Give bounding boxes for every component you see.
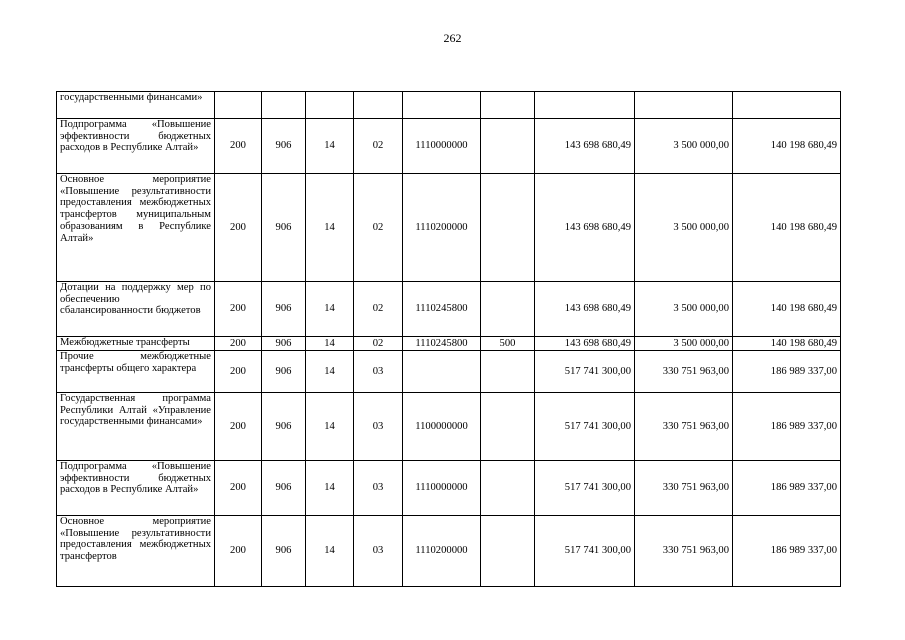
budget-table xyxy=(56,91,841,587)
row-name: Подпрограмма «Повышение эффективности бюджетных расходов в Республике Алтай» xyxy=(57,461,215,516)
page-number: 262 xyxy=(443,31,462,45)
row-section xyxy=(306,92,354,119)
row-section: 14 xyxy=(306,119,354,174)
row-amount: 517 741 300,00 xyxy=(535,393,635,461)
row-target: 1110000000 xyxy=(403,119,481,174)
row-reduction: 330 751 963,00 xyxy=(635,516,733,587)
row-total: 140 198 680,49 xyxy=(733,337,841,351)
table-row xyxy=(57,461,841,516)
row-lead xyxy=(215,92,262,119)
row-total: 140 198 680,49 xyxy=(733,282,841,337)
row-code: 906 xyxy=(262,337,306,351)
row-amount xyxy=(535,92,635,119)
row-amount: 143 698 680,49 xyxy=(535,174,635,282)
row-target xyxy=(403,92,481,119)
table-row xyxy=(57,516,841,587)
row-type xyxy=(481,282,535,337)
row-amount: 517 741 300,00 xyxy=(535,351,635,393)
row-section: 14 xyxy=(306,461,354,516)
row-reduction: 3 500 000,00 xyxy=(635,337,733,351)
row-lead: 200 xyxy=(215,461,262,516)
row-lead: 200 xyxy=(215,119,262,174)
row-total: 140 198 680,49 xyxy=(733,119,841,174)
row-lead: 200 xyxy=(215,174,262,282)
row-type xyxy=(481,393,535,461)
row-total xyxy=(733,92,841,119)
row-reduction: 330 751 963,00 xyxy=(635,393,733,461)
row-section: 14 xyxy=(306,351,354,393)
row-section: 14 xyxy=(306,516,354,587)
row-subsection: 02 xyxy=(354,337,403,351)
row-target: 1110200000 xyxy=(403,516,481,587)
row-subsection: 02 xyxy=(354,119,403,174)
row-target: 1110000000 xyxy=(403,461,481,516)
row-name: Подпрограмма «Повышение эффективности бюджетных расходов в Республике Алтай» xyxy=(57,119,215,174)
table-row xyxy=(57,351,841,393)
row-name: Основное мероприятие «Повышение результативности предоставления межбюджетных трансфертов муниципальным образованиям в Республике Алтай» xyxy=(57,174,215,282)
row-section: 14 xyxy=(306,337,354,351)
row-target xyxy=(403,351,481,393)
row-name: государственными финансами» xyxy=(57,92,215,119)
row-reduction: 3 500 000,00 xyxy=(635,282,733,337)
table-row xyxy=(57,119,841,174)
row-code: 906 xyxy=(262,516,306,587)
row-section: 14 xyxy=(306,393,354,461)
row-section: 14 xyxy=(306,282,354,337)
row-lead: 200 xyxy=(215,282,262,337)
row-code: 906 xyxy=(262,393,306,461)
row-amount: 517 741 300,00 xyxy=(535,461,635,516)
row-reduction: 3 500 000,00 xyxy=(635,119,733,174)
row-lead: 200 xyxy=(215,516,262,587)
row-type: 500 xyxy=(481,337,535,351)
row-lead: 200 xyxy=(215,337,262,351)
row-total: 140 198 680,49 xyxy=(733,174,841,282)
row-total: 186 989 337,00 xyxy=(733,516,841,587)
row-type xyxy=(481,174,535,282)
row-reduction: 3 500 000,00 xyxy=(635,174,733,282)
row-target: 1110245800 xyxy=(403,282,481,337)
row-type xyxy=(481,351,535,393)
row-subsection: 03 xyxy=(354,516,403,587)
row-code xyxy=(262,92,306,119)
row-code: 906 xyxy=(262,174,306,282)
table-row xyxy=(57,282,841,337)
table-row xyxy=(57,174,841,282)
row-code: 906 xyxy=(262,282,306,337)
row-name: Основное мероприятие «Повышение результативности предоставления межбюджетных трансфертов xyxy=(57,516,215,587)
row-subsection: 03 xyxy=(354,461,403,516)
row-amount: 143 698 680,49 xyxy=(535,282,635,337)
row-name: Прочие межбюджетные трансферты общего характера xyxy=(57,351,215,393)
row-target: 1110200000 xyxy=(403,174,481,282)
row-name: Государственная программа Республики Алтай «Управление государственными финансами» xyxy=(57,393,215,461)
row-reduction: 330 751 963,00 xyxy=(635,351,733,393)
row-target: 1100000000 xyxy=(403,393,481,461)
row-type xyxy=(481,119,535,174)
row-section: 14 xyxy=(306,174,354,282)
row-reduction: 330 751 963,00 xyxy=(635,461,733,516)
row-type xyxy=(481,92,535,119)
row-subsection: 03 xyxy=(354,351,403,393)
row-code: 906 xyxy=(262,461,306,516)
row-subsection: 02 xyxy=(354,282,403,337)
row-total: 186 989 337,00 xyxy=(733,351,841,393)
row-amount: 143 698 680,49 xyxy=(535,337,635,351)
row-name: Межбюджетные трансферты xyxy=(57,337,215,351)
table-row xyxy=(57,337,841,351)
row-target: 1110245800 xyxy=(403,337,481,351)
row-type xyxy=(481,516,535,587)
table-row xyxy=(57,92,841,119)
table-body xyxy=(57,92,841,587)
row-subsection xyxy=(354,92,403,119)
row-code: 906 xyxy=(262,119,306,174)
row-name: Дотации на поддержку мер по обеспечению сбалансированности бюджетов xyxy=(57,282,215,337)
row-total: 186 989 337,00 xyxy=(733,461,841,516)
row-amount: 143 698 680,49 xyxy=(535,119,635,174)
row-code: 906 xyxy=(262,351,306,393)
row-lead: 200 xyxy=(215,393,262,461)
row-total: 186 989 337,00 xyxy=(733,393,841,461)
row-subsection: 03 xyxy=(354,393,403,461)
table-row xyxy=(57,393,841,461)
row-subsection: 02 xyxy=(354,174,403,282)
row-type xyxy=(481,461,535,516)
row-reduction xyxy=(635,92,733,119)
row-lead: 200 xyxy=(215,351,262,393)
row-amount: 517 741 300,00 xyxy=(535,516,635,587)
